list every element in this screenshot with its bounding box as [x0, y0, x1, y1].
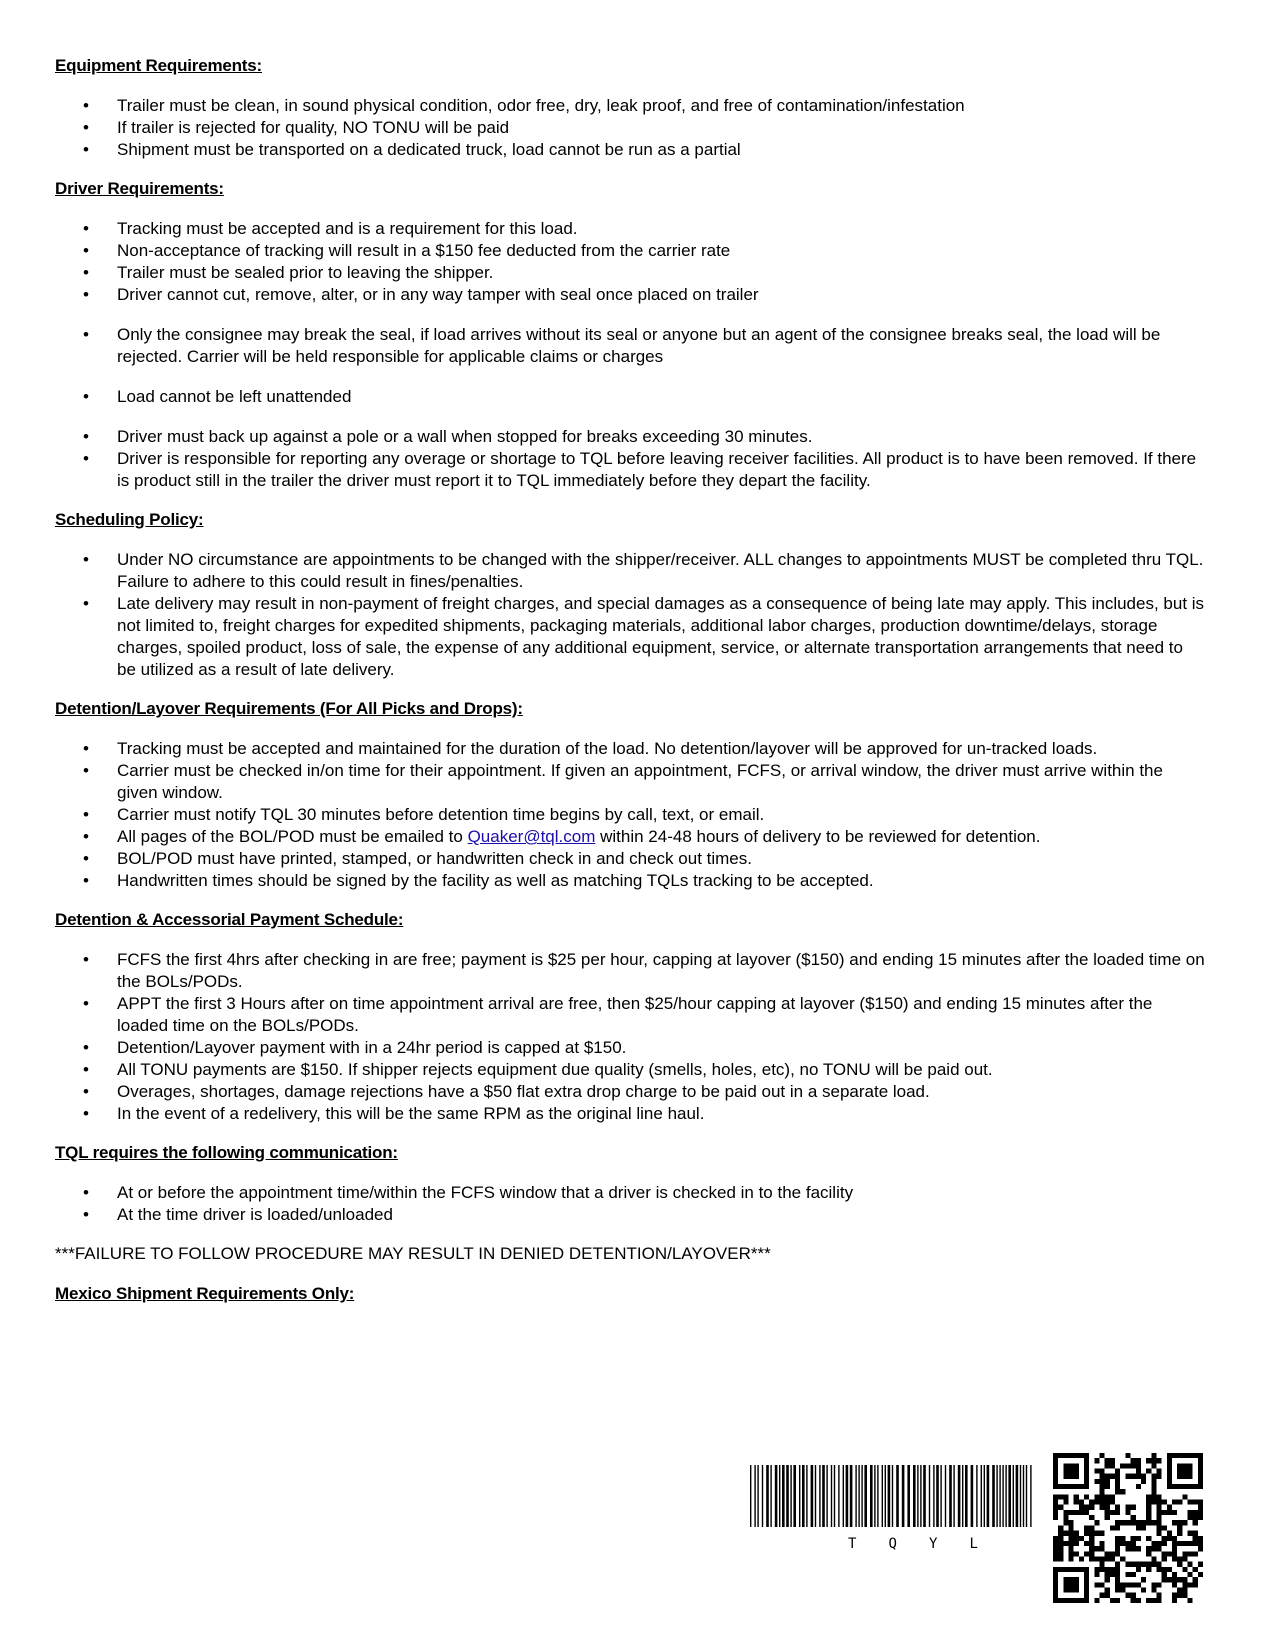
bullet-list	[55, 738, 1205, 892]
list-item	[55, 949, 1205, 993]
list-item-text: Carrier must notify TQL 30 minutes before detention time begins by call, text, or email.	[117, 805, 765, 824]
list-item-text: APPT the first 3 Hours after on time appointment arrival are free, then $25/hour capping at layover ($150) and ending 15 minutes after the loaded time on the BOLs/PODs.	[117, 994, 1153, 1035]
list-item	[55, 448, 1205, 492]
list-item-text: Non-acceptance of tracking will result in a $150 fee deducted from the carrier rate	[117, 241, 731, 260]
list-item-text: Shipment must be transported on a dedicated truck, load cannot be run as a partial	[117, 140, 741, 159]
list-item-text: Detention/Layover payment with in a 24hr period is capped at $150.	[117, 1038, 627, 1057]
list-item-text: Overages, shortages, damage rejections have a $50 flat extra drop charge to be paid out in a separate load.	[117, 1082, 930, 1101]
bullet-icon: •	[83, 118, 89, 137]
failure-notice: ***FAILURE TO FOLLOW PROCEDURE MAY RESULT IN DENIED DETENTION/LAYOVER***	[55, 1244, 771, 1263]
list-item	[55, 324, 1205, 368]
list-item	[55, 826, 1205, 848]
bullet-icon: •	[83, 263, 89, 282]
section	[55, 178, 1205, 492]
section	[55, 698, 1205, 892]
list-item	[55, 848, 1205, 870]
list-item	[55, 240, 1205, 262]
list-item-text: Carrier must be checked in/on time for their appointment. If given an appointment, FCFS, or arrival window, the driver must arrive within the given window.	[117, 761, 1163, 802]
bullet-icon: •	[83, 594, 89, 613]
bullet-icon: •	[83, 1082, 89, 1101]
list-item	[55, 804, 1205, 826]
bullet-icon: •	[83, 140, 89, 159]
list-item-text: Driver cannot cut, remove, alter, or in any way tamper with seal once placed on trailer	[117, 285, 759, 304]
bullet-icon: •	[83, 285, 89, 304]
bullet-list	[55, 949, 1205, 1125]
list-item-text: FCFS the first 4hrs after checking in are free; payment is $25 per hour, capping at layover ($150) and ending 15 minutes after the loaded time on the BOLs/PODs.	[117, 950, 1205, 991]
barcode-letter: Y	[929, 1536, 938, 1552]
bullet-icon: •	[83, 449, 89, 468]
list-item-text: Trailer must be clean, in sound physical condition, odor free, dry, leak proof, and free of contamination/infestation	[117, 96, 965, 115]
section	[55, 55, 1205, 161]
bullet-icon: •	[83, 1205, 89, 1224]
mexico-requirements-heading: Mexico Shipment Requirements Only:	[55, 1284, 355, 1303]
barcode-letter: T	[848, 1536, 857, 1552]
bullet-icon: •	[83, 219, 89, 238]
bullet-icon: •	[83, 96, 89, 115]
list-item-text: If trailer is rejected for quality, NO TONU will be paid	[117, 118, 510, 137]
list-item-text: Tracking must be accepted and maintained for the duration of the load. No detention/layover will be approved for un-tracked loads.	[117, 739, 1098, 758]
bullet-icon: •	[83, 325, 89, 344]
list-item	[55, 95, 1205, 117]
codes-area	[748, 1453, 1208, 1613]
bullet-list	[55, 549, 1205, 681]
bullet-list	[55, 1182, 1205, 1226]
list-item	[55, 218, 1205, 240]
bullet-icon: •	[83, 550, 89, 569]
list-item-text: Handwritten times should be signed by the facility as well as matching TQLs tracking to be accepted.	[117, 871, 874, 890]
section-heading: TQL requires the following communication:	[55, 1143, 398, 1162]
bullet-icon: •	[83, 849, 89, 868]
list-item	[55, 426, 1205, 448]
email-link[interactable]: Quaker@tql.com	[467, 827, 596, 846]
list-item	[55, 1059, 1205, 1081]
section	[55, 509, 1205, 681]
section-heading: Scheduling Policy:	[55, 510, 204, 529]
bullet-icon: •	[83, 1104, 89, 1123]
bullet-icon: •	[83, 994, 89, 1013]
bullet-icon: •	[83, 827, 89, 846]
document-page	[55, 55, 1205, 1323]
list-item	[55, 1081, 1205, 1103]
barcode-label	[848, 1533, 978, 1555]
list-item-text: In the event of a redelivery, this will be the same RPM as the original line haul.	[117, 1104, 705, 1123]
list-item	[55, 1204, 1205, 1226]
section-heading: Detention/Layover Requirements (For All Picks and Drops):	[55, 699, 523, 718]
section-heading: Equipment Requirements:	[55, 56, 262, 75]
bullet-icon: •	[83, 427, 89, 446]
list-item-text: BOL/POD must have printed, stamped, or handwritten check in and check out times.	[117, 849, 752, 868]
bullet-icon: •	[83, 1183, 89, 1202]
bullet-list	[55, 218, 1205, 492]
list-item-text: Tracking must be accepted and is a requirement for this load.	[117, 219, 578, 238]
bullet-icon: •	[83, 950, 89, 969]
bullet-icon: •	[83, 387, 89, 406]
section-heading: Driver Requirements:	[55, 179, 224, 198]
list-item	[55, 738, 1205, 760]
barcode-image	[748, 1465, 1038, 1540]
list-item-text: Driver must back up against a pole or a wall when stopped for breaks exceeding 30 minutes.	[117, 427, 813, 446]
list-item-text: Load cannot be left unattended	[117, 387, 352, 406]
bullet-list	[55, 95, 1205, 161]
barcode-letter: Q	[888, 1536, 897, 1552]
list-item	[55, 262, 1205, 284]
list-item	[55, 284, 1205, 306]
list-item	[55, 1182, 1205, 1204]
bullet-icon: •	[83, 805, 89, 824]
list-item	[55, 593, 1205, 681]
list-item-text: At the time driver is loaded/unloaded	[117, 1205, 393, 1224]
list-item	[55, 139, 1205, 161]
bullet-icon: •	[83, 241, 89, 260]
list-item-text: All TONU payments are $150. If shipper rejects equipment due quality (smells, holes, etc), no TONU will be paid out.	[117, 1060, 993, 1079]
bullet-icon: •	[83, 1060, 89, 1079]
list-item-text: All pages of the BOL/POD must be emailed to	[117, 827, 468, 846]
barcode-letter: L	[969, 1536, 978, 1552]
bullet-icon: •	[83, 739, 89, 758]
list-item	[55, 1037, 1205, 1059]
list-item-text: Under NO circumstance are appointments to be changed with the shipper/receiver. ALL changes to appointments MUST be completed thru TQL. Failure to adhere to this could result in fines/penalties.	[117, 550, 1204, 591]
section-heading: Detention & Accessorial Payment Schedule:	[55, 910, 404, 929]
list-item-text: Only the consignee may break the seal, if load arrives without its seal or anyone but an agent of the consignee breaks seal, the load will be rejected. Carrier will be held responsible for applicable claims or charges	[117, 325, 1161, 366]
list-item	[55, 760, 1205, 804]
section	[55, 909, 1205, 1125]
sections-container	[55, 55, 1205, 1226]
list-item	[55, 1103, 1205, 1125]
list-item-text: Late delivery may result in non-payment of freight charges, and special damages as a consequence of being late may apply. This includes, but is not limited to, freight charges for expedited shipments, packaging materials, additional labor charges, production downtime/delays, storage charges, spoiled product, loss of sale, the expense of any additional equipment, service, or alternate transportation arrangements that need to be utilized as a result of late delivery.	[117, 594, 1205, 679]
list-item-text: Driver is responsible for reporting any overage or shortage to TQL before leaving receiver facilities. All product is to have been removed. If there is product still in the trailer the driver must report it to TQL immediately before they depart the facility.	[117, 449, 1197, 490]
list-item	[55, 386, 1205, 408]
section	[55, 1142, 1205, 1226]
list-item	[55, 549, 1205, 593]
list-item	[55, 870, 1205, 892]
bullet-icon: •	[83, 1038, 89, 1057]
list-item-text-after: within 24-48 hours of delivery to be reviewed for detention.	[595, 827, 1041, 846]
bullet-icon: •	[83, 761, 89, 780]
list-item	[55, 993, 1205, 1037]
list-item-text: At or before the appointment time/within the FCFS window that a driver is checked in to the facility	[117, 1183, 854, 1202]
bullet-icon: •	[83, 871, 89, 890]
list-item-text: Trailer must be sealed prior to leaving the shipper.	[117, 263, 494, 282]
qr-code-image	[1053, 1453, 1203, 1603]
list-item	[55, 117, 1205, 139]
